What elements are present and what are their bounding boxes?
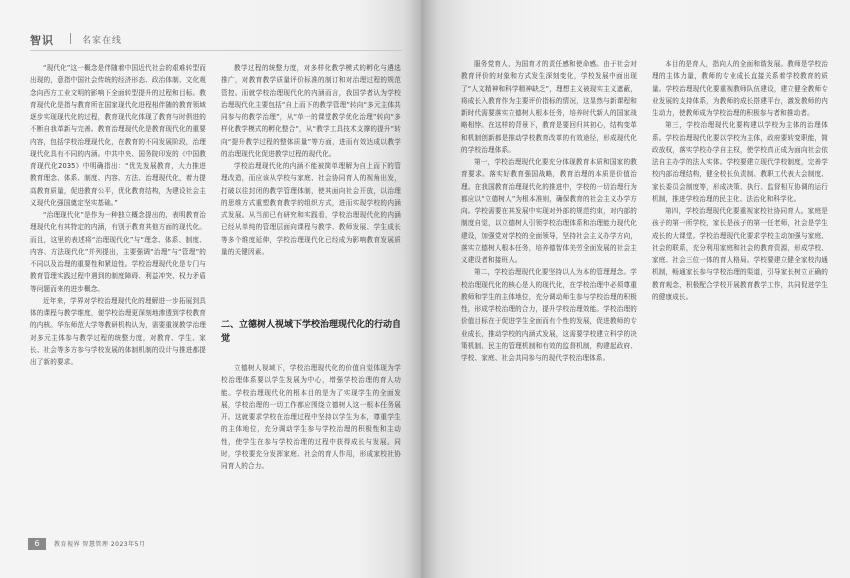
paragraph: 本目的是育人，指向人的全面和谐发展。教师是学校治理的主体力量，教师的专业成长直接关系着学校教育的质量。学校治理现代化要重视教师队伍建设，建立健全教师专业发展的支持体系，为教师的成长搭建平台，激发教师的内生动力，使教师成为学校治理的积极参与者和推动者。 — [652, 60, 828, 117]
paragraph: 第二，学校治理现代化要坚持以人为本的管理理念。学校治理现代化的核心是人的现代化，在学校治理中必须尊重教师和学生的主体地位，充分调动师生参与学校治理的积极性，形成学校治理的合力，提升学校治理效能。学校治理的价值目标在于促进学生全面而有个性的发展，促进教师的专业成长，推动学校的内涵式发展，这需要学校建立科学的决策机制、民主的管理机制和有效的监督机制，构建起政府、学校、家庭、社会共同参与的现代学校治理体系。 — [461, 268, 637, 362]
paragraph: 学校治理现代化的内涵不能被简单理解为自上而下的管理改造，而应该从学校与家庭、社会协同育人的视角出发，打破以往封闭的教学管理体制，使其面向社会开放，以治理的思维方式重塑教育教学的组织方式，进而实现学校的内涵式发展。从当前已有研究和实践看，学校治理现代化的内涵已经从单纯的管理层面向课程与教学、教师发展、学生成长等多个维度延伸，学校治理现代化已经成为影响教育发展质量的关键因素。 — [221, 162, 401, 256]
paragraph: 第三，学校治理现代化要构建以学校为主体的治理体系。学校治理现代化要以学校为主体，政府要转变职能，简政放权，落实学校办学自主权，使学校真正成为面向社会依法自主办学的法人实体。学校要建立现代学校制度，完善学校内部治理结构，健全校长负责制、教职工代表大会制度、家长委员会制度等，形成决策、执行、监督相互协调的运行机制，推进学校治理的民主化、法治化和科学化。 — [652, 121, 828, 203]
paragraph: “治理现代化”是作为一种独立概念提出的，表明教育治理现代化有其特定的内涵，有别于教育其他方面的现代化。而且，这里的表述将“治理现代化”与“理念、体系、制度、内容、方法现代化”并列提出，主要强调“治理”与“管理”的不同以及治理的重要性和紧迫性。学校治理现代化是专门与教育管理实践过程中遇到的制度障碍、利益冲突、权力矛盾等问题而来的进步概念。 — [30, 211, 206, 293]
paragraph: 教学过程的统整力度，对多样化教学模式的孵化与遴选推广，对教育教学质量评价标准的制订和对治理过程的规范管控。而就学校治理现代化的内涵而言，我国学者认为学校治理现代化主要包括“自上而下的教学管理”转向“多元主体共同参与的教学治理”，从“单一的课堂教学优化治理”转向“多样化教学模式的孵化整合”，从“教学工具技术支撑的提升”转向“提升教学过程的整体质量”等方面，进而有效达成以教学的治理现代化促进教学过程的现代化。 — [221, 64, 401, 158]
text-column-1 — [30, 62, 206, 546]
paragraph: “现代化”这一概念是伴随着中国近代社会的艰难转型而出现的，意指中国社会传统的经济形态、政治体制、文化观念向西方工业文明的影响下全面转型提升的过程和目标。教育现代化是指与教育所在国家现代化进程相伴随的教育领域逐步实现现代化的过程，教育现代化体现了教育与时俱进的不断自我革新与完善。教育治理现代化是教育现代化的重要内容，包括学校治理现代化，在教育的不同发展阶段，治理现代化具有不同的内涵。中共中央、国务院印发的《中国教育现代化2035》中明确指出：“优先发展教育，大力推进教育理念、体系、制度、内容、方法、治理现代化，着力提高教育质量，促进教育公平，优化教育结构，为建设社会主义现代化强国奠定坚实基础。” — [30, 64, 206, 207]
issue-info: 教育视界 智慧管理 2023年5月 — [54, 541, 146, 548]
paragraph: 服务党育人、为国育才的责任感和使命感。由于社会对教育评价的对象和方式发生深刻变化，学校发展中面出现了“人文精神和科学精神缺乏”，理想主义被现实主义遮蔽，将成长入教育作为主要评价指标的情况，这显然与新课程和新时代需要落实立德树人根本任务，培养时代新人的国家战略相悖。在这样的背景下，教育是要回归其初心，结构变革和机制创新都是推动学校教育改革的有效途径，形成现代化的学校治理体系。 — [461, 60, 637, 154]
paragraph: 第四，学校治理现代化要重视家校社协同育人。家庭是孩子的第一所学校，家长是孩子的第一任老师，社会是学生成长的大课堂。学校治理现代化要求学校主动加强与家庭、社会的联系，充分利用家庭和社会的教育资源，形成学校、家庭、社会三位一体的育人格局。学校要建立健全家校沟通机制，畅通家长参与学校治理的渠道，引导家长树立正确的教育观念，积极配合学校开展教育教学工作，共同促进学生的健康成长。 — [652, 207, 828, 301]
paragraph: 第一，学校治理现代化要充分体现教育本质和国家的教育要求。落实好教育强国战略，教育治理的本质是价值治理。在我国教育治理现代化的推进中，学校的一切治理行为都应以“立德树人”为根本准则，确保教育的社会主义办学方向。学校需要在其发展中实现对外部的规范约束，对内部的制度自觉，以立德树人引领学校治理体系和治理能力现代化建设，加强党对学校的全面领导，坚持社会主义办学方向，落实立德树人根本任务，培养德智体美劳全面发展的社会主义建设者和接班人。 — [461, 158, 637, 264]
header-divider — [70, 33, 71, 44]
text-column-4 — [652, 58, 828, 546]
text-column-3 — [461, 58, 637, 546]
magazine-name: 智识 — [30, 34, 54, 47]
right-page — [421, 0, 850, 578]
paragraph: 近年来，学界对学校治理现代化的理解进一步拓展到具体的课程与教学维度，便学校治理更深刻地渗透到学校教育的内核。华东师范大学等教研机构认为，需要重视教学治理对多元主体参与教学过程的统整力度，对教育、学生、家长、社会等多方参与学校发展的体制机制的设计与推进都提出了新的要求。 — [30, 296, 206, 366]
left-page — [0, 0, 421, 578]
section-heading: 二、立德树人视域下学校治理现代化的行动自觉 — [221, 320, 402, 344]
page-header — [30, 30, 402, 51]
page-footer — [0, 538, 200, 550]
text-column-2-lower — [221, 362, 401, 546]
paragraph: 立德树人视域下，学校治理现代化的价值自觉体现为学校治理体系要以学生发展为中心，增强学校治理的育人功能。学校治理现代化的根本目的是为了实现学生的全面发展，学校治理的一切工作都应围绕立德树人这一根本任务展开。这就要求学校在治理过程中坚持以学生为本，尊重学生的主体地位，充分调动学生参与学校治理的积极性和主动性，使学生在参与学校治理的过程中获得成长与发展。同时，学校要充分发挥家庭、社会的育人作用，形成家校社协同育人的合力。 — [221, 364, 401, 470]
section-title: 名家在线 — [82, 36, 123, 46]
page-number: 6 — [28, 538, 46, 550]
text-column-2 — [221, 62, 401, 306]
